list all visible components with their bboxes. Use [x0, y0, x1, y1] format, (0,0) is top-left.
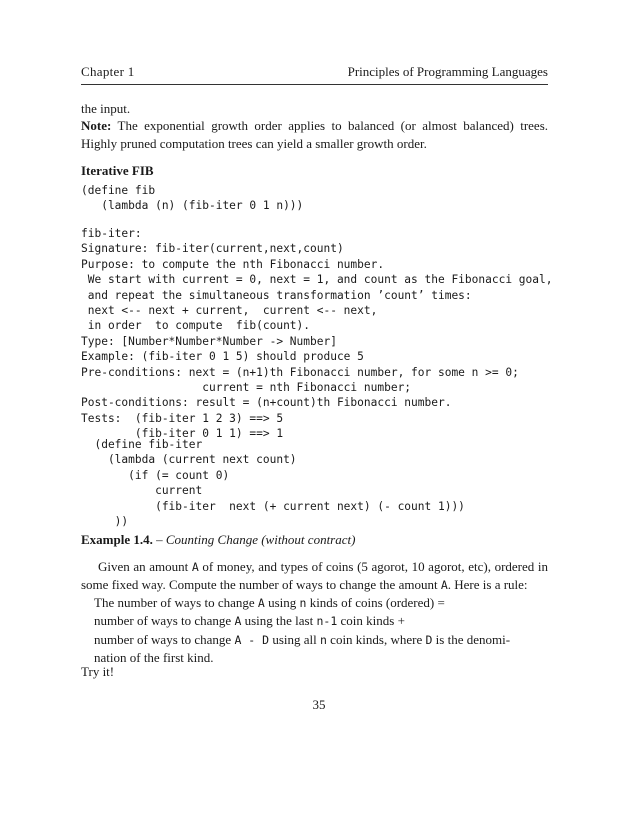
code-line: (define fib	[81, 184, 156, 197]
example-heading	[81, 531, 355, 548]
code-line: (fib-iter next (+ current next) (- count 1)))	[81, 499, 465, 513]
text-span: Given an amount	[98, 559, 192, 574]
change-paragraph	[81, 558, 548, 595]
code-n: n	[299, 596, 307, 610]
code-n-minus-1: n-1	[316, 614, 338, 629]
code-A-minus-D: A - D	[234, 632, 270, 647]
code-line: Pre-conditions: next = (n+1)th Fibonacci number, for some n >= 0;	[81, 365, 519, 379]
note-text: The exponential growth order applies to balanced (or almost balanced) trees. Highly pruned computation trees can yield a smaller growth order.	[81, 118, 549, 151]
intro-paragraph	[81, 100, 548, 152]
text-span: of money, and types of coins (5 agorot, 10 agorot, etc), ordered in some fixed way. Compute the number of ways to change the amount	[81, 559, 548, 593]
text-span: coin kinds, where	[326, 631, 426, 647]
book-title: Principles of Programming Languages	[347, 64, 548, 79]
text-span: is the denomi-	[432, 631, 511, 647]
example-title: Counting Change (without contract)	[165, 532, 356, 547]
code-line: Post-conditions: result = (n+count)th Fibonacci number.	[81, 396, 452, 410]
text-span: using the last	[241, 613, 317, 629]
code-line: next <-- next + current, current <-- next,	[81, 303, 378, 317]
code-A: A	[257, 596, 265, 610]
code-line: Type: [Number*Number*Number -> Number]	[81, 334, 337, 348]
code-n: n	[319, 632, 327, 647]
code-line: Purpose: to compute the nth Fibonacci number.	[81, 257, 385, 271]
rule-line	[94, 594, 545, 612]
code-contract	[81, 226, 552, 441]
try-it-text: Try it!	[81, 664, 115, 679]
text-span: kinds of coins (ordered) =	[306, 595, 445, 610]
code-line: in order to compute fib(count).	[81, 319, 311, 333]
code-line: (lambda (n) (fib-iter 0 1 n)))	[81, 199, 304, 213]
code-line: (if (= count 0)	[81, 468, 230, 482]
text-span: number of ways to change	[94, 613, 235, 629]
code-line: Tests: (fib-iter 1 2 3) ==> 5	[81, 411, 284, 425]
section-heading: Iterative FIB	[81, 163, 154, 178]
example-label: Example 1.4.	[81, 532, 153, 547]
code-line: (fib-iter 0 1 1) ==> 1	[81, 427, 284, 441]
rule-line	[94, 631, 545, 649]
page-number: 35	[312, 697, 326, 712]
text-span: The number of ways to change	[94, 595, 258, 610]
header-rule	[81, 84, 548, 85]
code-line: current	[81, 484, 203, 498]
rule-line	[94, 612, 545, 630]
code-line: We start with current = 0, next = 1, and count as the Fibonacci goal,	[81, 273, 553, 287]
chapter-label: Chapter 1	[81, 64, 135, 79]
rule-line	[94, 649, 545, 666]
code-line: (define fib-iter	[81, 438, 203, 451]
code-A: A	[440, 578, 448, 593]
code-line: Example: (fib-iter 0 1 5) should produce 5	[81, 350, 364, 364]
code-D: D	[425, 632, 433, 647]
text-span: coin kinds +	[337, 613, 405, 629]
text-span: number of ways to change	[94, 631, 235, 647]
code-define-fib	[81, 183, 303, 214]
code-line: and repeat the simultaneous transformation ’count’ times:	[81, 288, 472, 302]
rule-block	[94, 594, 545, 666]
page-header	[81, 64, 548, 84]
text-span: nation of the first kind.	[94, 649, 214, 665]
code-define-fib-iter	[81, 437, 465, 529]
text-span: using all	[269, 631, 320, 647]
note-label: Note:	[81, 118, 112, 134]
text-span: . Here is a rule:	[447, 577, 528, 593]
example-dash: –	[156, 532, 163, 547]
text-span: using	[264, 595, 300, 610]
code-line: fib-iter:	[81, 227, 142, 240]
code-line: Signature: fib-iter(current,next,count)	[81, 242, 344, 256]
code-line: (lambda (current next count)	[81, 453, 297, 467]
intro-line: the input.	[81, 101, 131, 116]
code-A: A	[191, 560, 199, 574]
code-line: ))	[81, 514, 129, 528]
code-line: current = nth Fibonacci number;	[81, 380, 412, 394]
code-A: A	[234, 614, 242, 629]
